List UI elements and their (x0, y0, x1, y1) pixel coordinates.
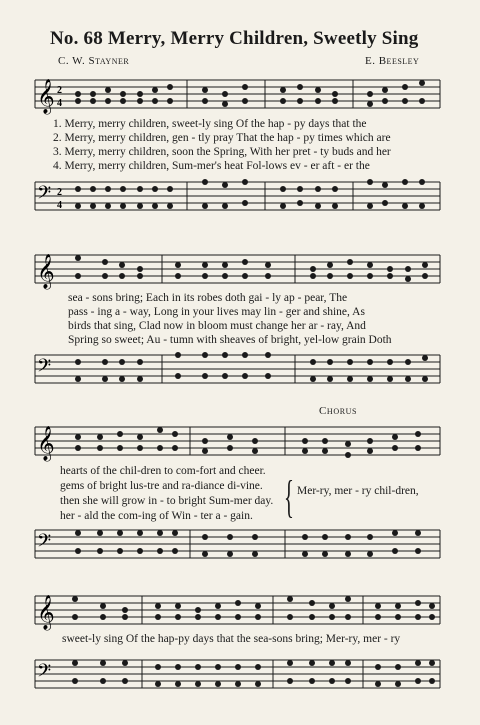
treble-staff-system-1 (0, 70, 480, 120)
refrain-line: Mer-ry, mer - ry chil-dren, (297, 485, 419, 497)
treble-staff-system-4 (0, 586, 480, 636)
composer-credit: C. W. Stayner (58, 55, 130, 67)
svg-text:4: 4 (57, 200, 62, 211)
svg-text:𝄢: 𝄢 (37, 356, 52, 381)
svg-text:2: 2 (57, 187, 62, 198)
svg-text:𝄞: 𝄞 (37, 79, 55, 114)
verse-line: hearts of the chil-dren to com-fort and cheer. (60, 465, 266, 477)
verse-line: her - ald the com-ing of Win - ter a - gain. (60, 510, 253, 522)
verse-line: sea - sons bring; Each in its robes doth gai - ly ap - pear, The (68, 292, 348, 304)
bass-staff-system-2 (0, 345, 480, 395)
verse-bracket: { (284, 471, 294, 522)
svg-text:𝄞: 𝄞 (37, 254, 55, 289)
verse-line: gems of bright lus-tre and ra-diance di-vine. (60, 480, 263, 492)
hymn-title: No. 68 Merry, Merry Children, Sweetly Sing (50, 28, 419, 49)
author-credit: E. Beesley (365, 55, 420, 67)
verse-line: sweet-ly sing Of the hap-py days that the sea-sons bring; Mer-ry, mer - ry (62, 633, 401, 645)
treble-staff-system-3 (0, 417, 480, 467)
svg-text:𝄢: 𝄢 (37, 661, 52, 686)
svg-text:𝄞: 𝄞 (37, 595, 55, 630)
svg-text:𝄢: 𝄢 (37, 531, 52, 556)
verse-line: 1. Merry, merry children, sweet-ly sing Of the hap - py days that the (53, 118, 367, 130)
bass-staff-system-1 (0, 172, 480, 222)
verse-line: 2. Merry, merry children, gen - tly pray That the hap - py times which are (53, 132, 391, 144)
verse-line: pass - ing a - way, Long in your lives may lin - ger and shine, As (68, 306, 365, 318)
svg-text:𝄢: 𝄢 (37, 183, 52, 208)
bass-staff-system-4 (0, 650, 480, 700)
svg-text:2: 2 (57, 85, 62, 96)
verse-line: Spring so sweet; Au - tumn with sheaves of bright, yel-low grain Doth (68, 334, 392, 346)
bass-staff-system-3 (0, 520, 480, 570)
verse-line: 3. Merry, merry children, soon the Spring, With her pret - ty buds and her (53, 146, 391, 158)
verse-line: then she will grow in - to bright Sum-mer day. (60, 495, 274, 507)
svg-text:4: 4 (57, 98, 62, 109)
chorus-label: Chorus (319, 405, 358, 417)
verse-line: 4. Merry, merry children, Sum-mer's heat Fol-lows ev - er aft - er the (53, 160, 370, 172)
verse-line: birds that sing, Clad now in bloom must change her ar - ray, And (68, 320, 366, 332)
treble-staff-system-2 (0, 245, 480, 295)
svg-text:𝄞: 𝄞 (37, 426, 55, 461)
